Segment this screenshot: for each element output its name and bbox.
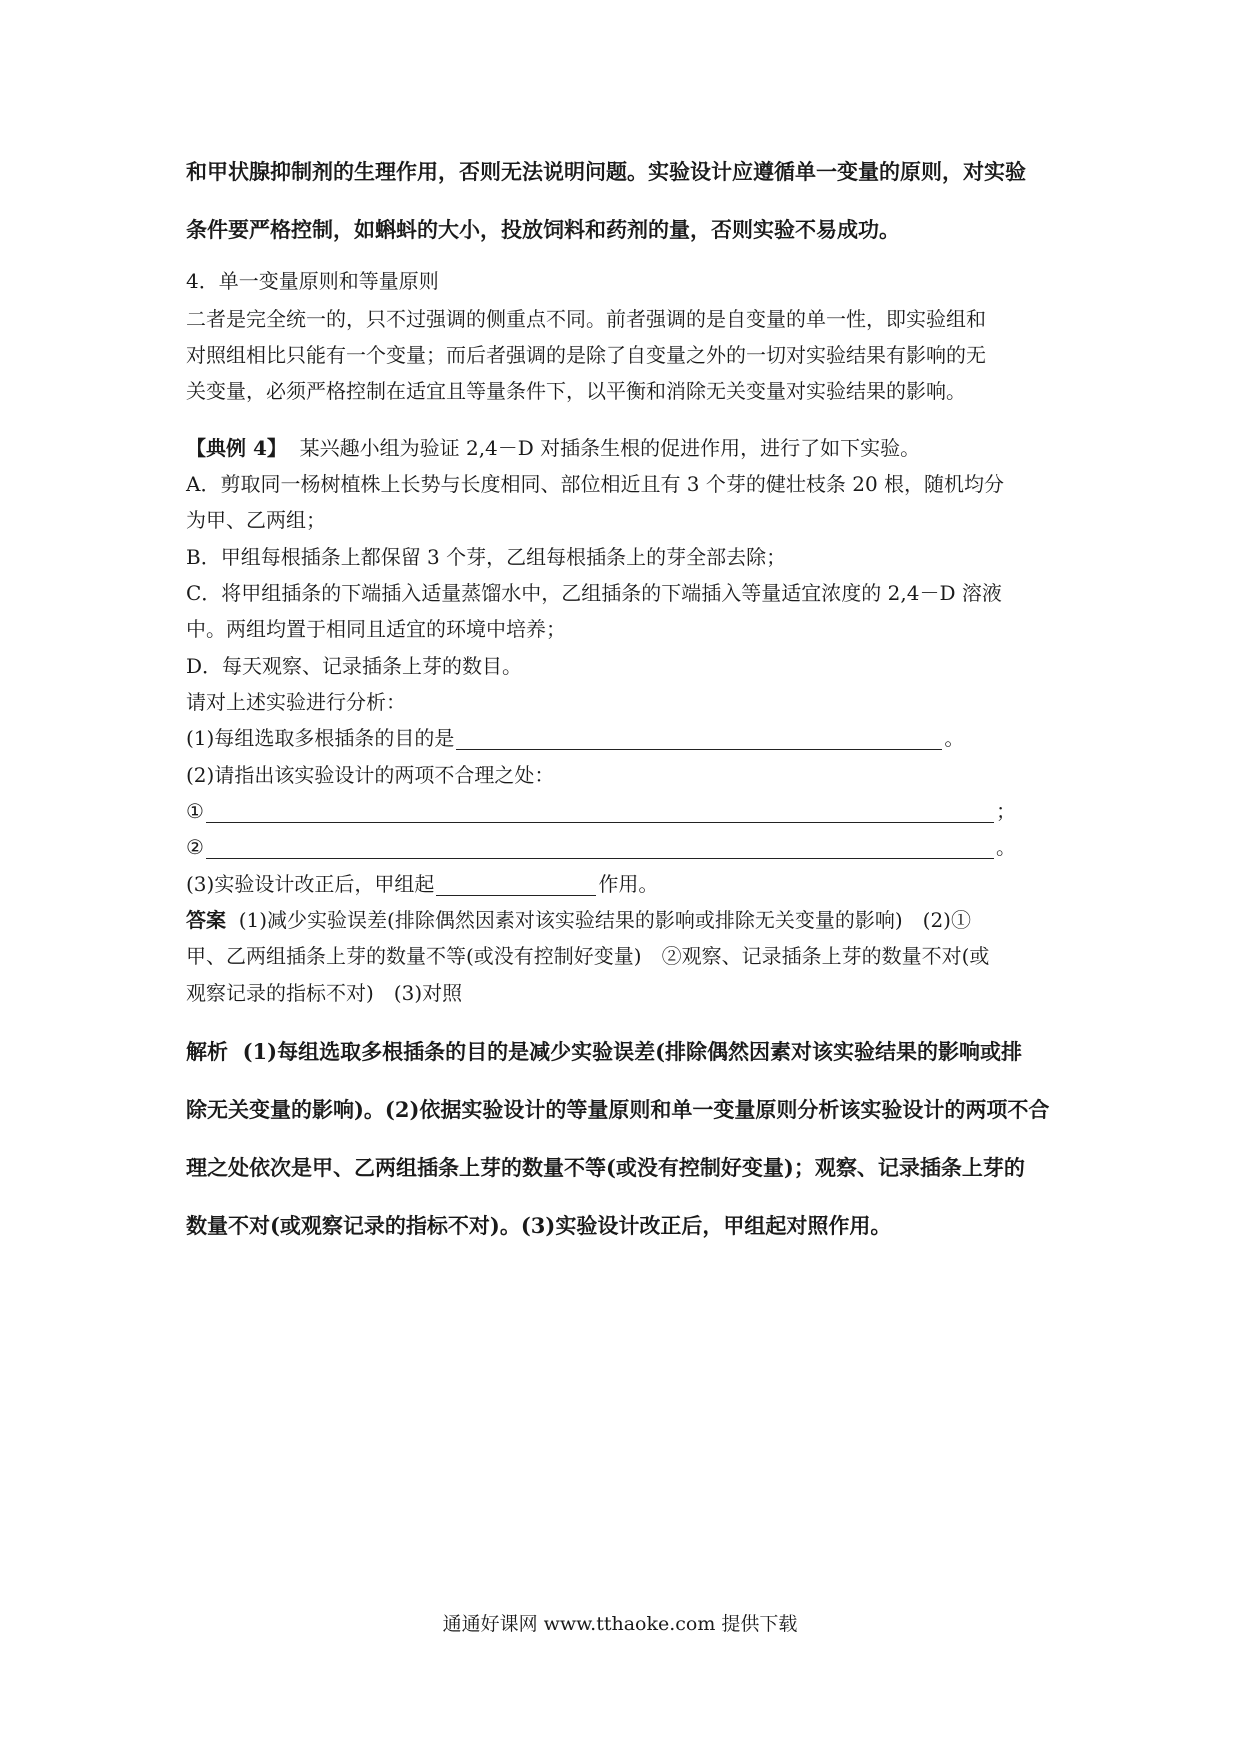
analysis-text-1: (1)每组选取多根插条的目的是减少实验误差(排除偶然因素对该实验结果的影响或排	[242, 1039, 1023, 1064]
question-2-b	[186, 835, 1066, 859]
intro-line-1: 和甲状腺抑制剂的生理作用，否则无法说明问题。实验设计应遵循单一变量的原则，对实验	[186, 159, 1026, 184]
circled-one: ①	[186, 799, 204, 823]
answer-line-2: 甲、乙两组插条上芽的数量不等(或没有控制好变量) ②观察、记录插条上芽的数量不对(或	[186, 944, 990, 968]
answer-blank-3[interactable]	[436, 873, 596, 896]
answer-blank-2b[interactable]	[206, 836, 994, 859]
question-1-end: 。	[944, 726, 965, 750]
section-line-3: 关变量，必须严格控制在适宜且等量条件下，以平衡和消除无关变量对实验结果的影响。	[186, 379, 966, 403]
section-line-2: 对照组相比只能有一个变量；而后者强调的是除了自变量之外的一切对实验结果有影响的无	[186, 343, 986, 367]
analysis-line-2: 除无关变量的影响)。(2)依据实验设计的等量原则和单一变量原则分析该实验设计的两项不合	[186, 1097, 1050, 1122]
example-step-d: D．每天观察、记录插条上芽的数目。	[186, 654, 523, 678]
section-line-1: 二者是完全统一的，只不过强调的侧重点不同。前者强调的是自变量的单一性，即实验组和	[186, 307, 986, 331]
analysis-line-1	[186, 1040, 1066, 1064]
example-step-c2: 中。两组均置于相同且适宜的环境中培养；	[186, 617, 566, 641]
analysis-line-3: 理之处依次是甲、乙两组插条上芽的数量不等(或没有控制好变量)；观察、记录插条上芽的	[186, 1155, 1025, 1180]
example-step-c1: C．将甲组插条的下端插入适量蒸馏水中，乙组插条的下端插入等量适宜浓度的 2,4－D 溶液	[186, 581, 1002, 605]
answer-blank-2a[interactable]	[206, 800, 994, 823]
answer-label: 答案	[186, 908, 226, 932]
question-1	[186, 726, 1066, 750]
question-2: (2)请指出该实验设计的两项不合理之处：	[186, 763, 555, 787]
question-3	[186, 872, 1066, 896]
question-2-a-end: ；	[995, 799, 1016, 823]
question-1-text: (1)每组选取多根插条的目的是	[186, 726, 455, 750]
answer-line-1	[186, 908, 1066, 932]
circled-two: ②	[186, 835, 204, 859]
analysis-prompt: 请对上述实验进行分析：	[186, 690, 406, 714]
example-step-a2: 为甲、乙两组；	[186, 508, 326, 532]
page-footer: 通通好课网 www.tthaoke.com 提供下载	[442, 1613, 798, 1635]
analysis-label: 解析	[186, 1039, 228, 1064]
analysis-line-4: 数量不对(或观察记录的指标不对)。(3)实验设计改正后，甲组起对照作用。	[186, 1213, 892, 1238]
example-step-a1: A．剪取同一杨树植株上长势与长度相同、部位相近且有 3 个芽的健壮枝条 20 根，随机均分	[186, 472, 1005, 496]
example-stem: 某兴趣小组为验证 2,4－D 对插条生根的促进作用，进行了如下实验。	[299, 436, 921, 460]
answer-text-1: (1)减少实验误差(排除偶然因素对该实验结果的影响或排除无关变量的影响) (2)①	[238, 908, 971, 932]
question-3-text: (3)实验设计改正后，甲组起	[186, 872, 435, 896]
intro-line-2: 条件要严格控制，如蝌蚪的大小，投放饲料和药剂的量，否则实验不易成功。	[186, 217, 900, 242]
question-3-end: 作用。	[598, 872, 659, 896]
question-2-a	[186, 799, 1066, 823]
section-heading: 4．单一变量原则和等量原则	[186, 269, 439, 293]
example-tag: 【典例 4】	[186, 436, 287, 460]
answer-line-3: 观察记录的指标不对) (3)对照	[186, 981, 463, 1005]
question-2-b-end: 。	[995, 835, 1016, 859]
example-step-b: B．甲组每根插条上都保留 3 个芽，乙组每根插条上的芽全部去除；	[186, 545, 787, 569]
example-stem-line	[186, 436, 1066, 460]
answer-blank-1[interactable]	[456, 727, 942, 750]
